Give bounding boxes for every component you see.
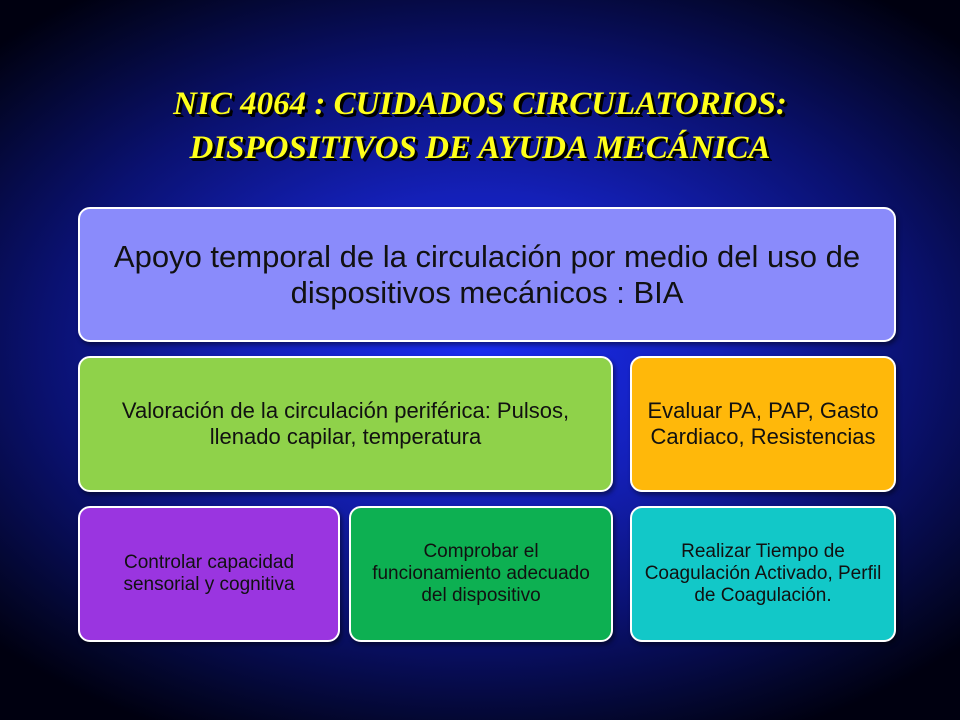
- box-comprobar-dispositivo: [349, 506, 613, 642]
- box-coagulacion-text: Realizar Tiempo de Coagulación Activado, Perfil de Coagulación.: [644, 541, 882, 606]
- box-valoracion-text: Valoración de la circulación periférica: Pulsos, llenado capilar, temperatura: [121, 398, 570, 449]
- box-evaluar-text: Evaluar PA, PAP, Gasto Cardiaco, Resistencias: [647, 398, 879, 449]
- box-tiempo-coagulacion: [630, 506, 896, 642]
- slide-title-line-2: DISPOSITIVOS DE AYUDA MECÁNICA: [189, 130, 771, 166]
- main-box-text: Apoyo temporal de la circulación por medio del uso de dispositivos mecánicos : BIA: [113, 238, 861, 310]
- slide-title: [40, 82, 920, 170]
- slide-title-line-1: NIC 4064 : CUIDADOS CIRCULATORIOS:: [173, 86, 787, 122]
- box-comprobar-text: Comprobar el funcionamiento adecuado del dispositivo: [372, 541, 590, 606]
- main-box-apoyo-temporal: [78, 207, 896, 342]
- box-evaluar-pa: [630, 356, 896, 492]
- box-valoracion-circulacion: [78, 356, 613, 492]
- box-controlar-capacidad: [78, 506, 340, 642]
- box-controlar-text: Controlar capacidad sensorial y cognitiva: [123, 552, 295, 595]
